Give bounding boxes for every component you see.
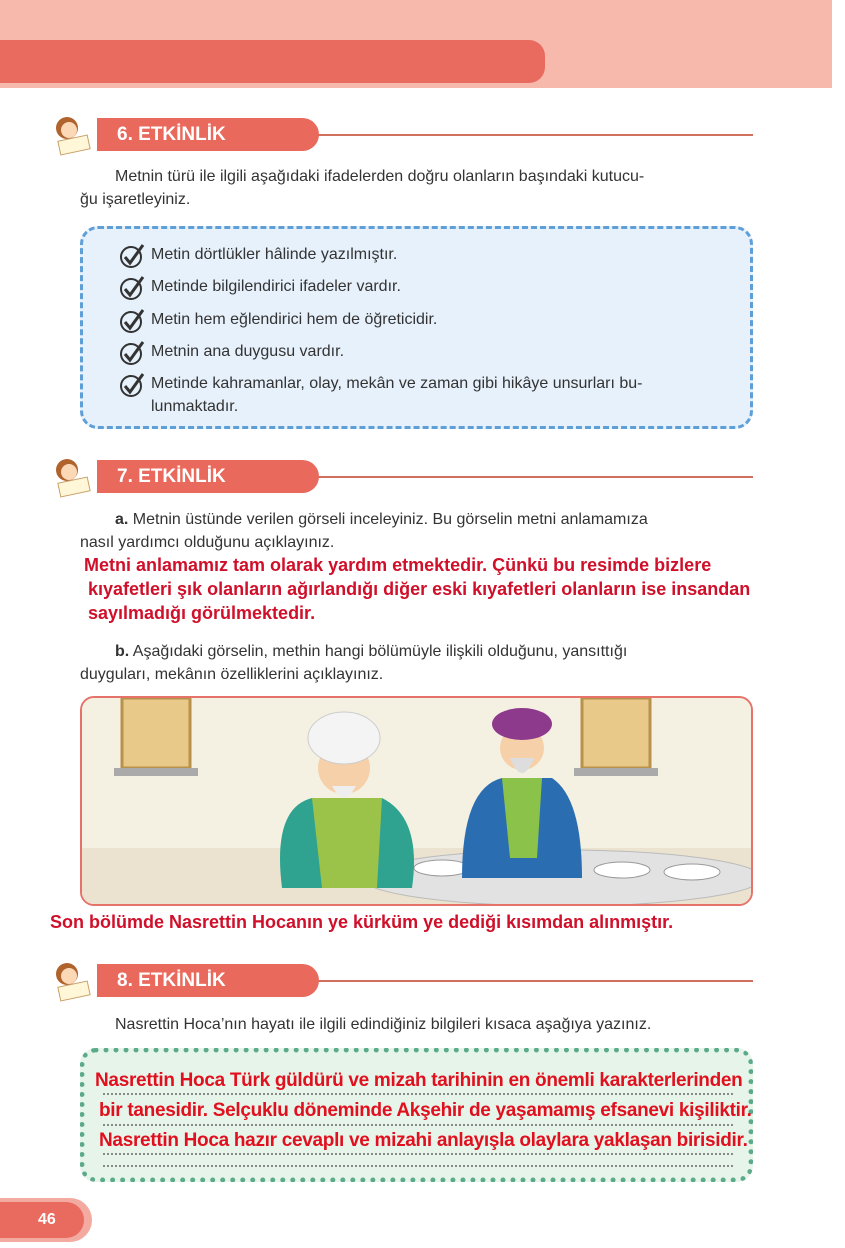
question-a-cont: nasıl yardımcı olduğunu açıklayınız. [80,534,335,551]
checkmark-icon [119,340,147,366]
answer-line: kıyafetleri şık olanların ağırlandığı diğer eski kıyafetleri olanların ise insandan [88,579,751,599]
checkmark-icon [119,275,147,301]
illustration [80,696,753,906]
answer-line: Nasrettin Hoca hazır cevaplı ve mizahi anlayışla olaylara yaklaşan birisidir. [99,1130,748,1151]
item-text: Metinde bilgilendirici ifadeler vardır. [151,278,401,295]
page-number-tab [0,1198,92,1242]
answer-a [84,553,750,625]
checklist-item[interactable] [119,243,397,269]
writing-line [103,1165,733,1167]
checkmark-icon [119,308,147,334]
item-text: Metinde kahramanlar, olay, mekân ve zaman gibi hikâye unsurları bu- [151,375,643,392]
nasreddin-feast-illustration [82,698,753,906]
checkmark-icon [119,372,147,398]
instruction-cont: ğu işaretleyiniz. [80,191,191,208]
answer-b: Son bölümde Nasrettin Hocanın ye kürküm ye dediği kısımdan alınmıştır. [50,912,674,932]
question-text: Metnin üstünde verilen görseli inceleyiniz. Bu görselin metni anlamamıza [128,511,648,528]
page-number: 46 [0,1202,84,1238]
checklist-box [80,226,753,429]
answer-line: bir tanesidir. Selçuklu döneminde Akşehir de yaşamamış efsanevi kişiliktir. [99,1100,752,1121]
question-text: Aşağıdaki görselin, methin hangi bölümüyle ilişkili olduğunu, yansıttığı [129,643,628,660]
item-text: Metnin ana duygusu vardır. [151,343,345,360]
answer-line: Nasrettin Hoca Türk güldürü ve mizah tarihinin en önemli karakterlerinden [95,1070,743,1091]
question-b-cont: duyguları, mekânın özelliklerini açıklayınız. [80,666,384,683]
activity-title: 8. ETKİNLİK [97,964,319,997]
checklist-item[interactable] [119,275,401,301]
activity-7-header [45,454,755,498]
header-rule [269,476,753,478]
checkmark-icon [119,243,147,269]
item-text-cont: lunmaktadır. [151,398,239,415]
header-rule [269,980,753,982]
item-text: Metin hem eğlendirici hem de öğreticidir. [151,311,438,328]
instruction: Metnin türü ile ilgili aşağıdaki ifadelerden doğru olanların başındaki kutucu- [115,168,645,185]
question-label: a. [115,511,129,528]
item-text: Metin dörtlükler hâlinde yazılmıştır. [151,246,398,263]
question-b [115,640,627,663]
activity-title: 7. ETKİNLİK [97,460,319,493]
activity-title: 6. ETKİNLİK [97,118,319,151]
checklist-item[interactable] [119,340,344,366]
header-bar [0,40,545,83]
activity-8-header [45,958,755,1002]
answer-line: Metni anlamamız tam olarak yardım etmektedir. Çünkü bu resimde bizlere [84,555,712,575]
activity-6-header [45,112,755,156]
instruction: Nasrettin Hoca’nın hayatı ile ilgili edindiğiniz bilgileri kısaca aşağıya yazınız. [115,1016,652,1033]
header-rule [269,134,753,136]
question-a [115,508,648,531]
checklist-item[interactable] [119,308,437,334]
checklist-item[interactable] [119,372,643,418]
answer-box[interactable] [80,1048,753,1182]
answer-line: sayılmadığı görülmektedir. [88,603,316,623]
question-label: b. [115,643,130,660]
